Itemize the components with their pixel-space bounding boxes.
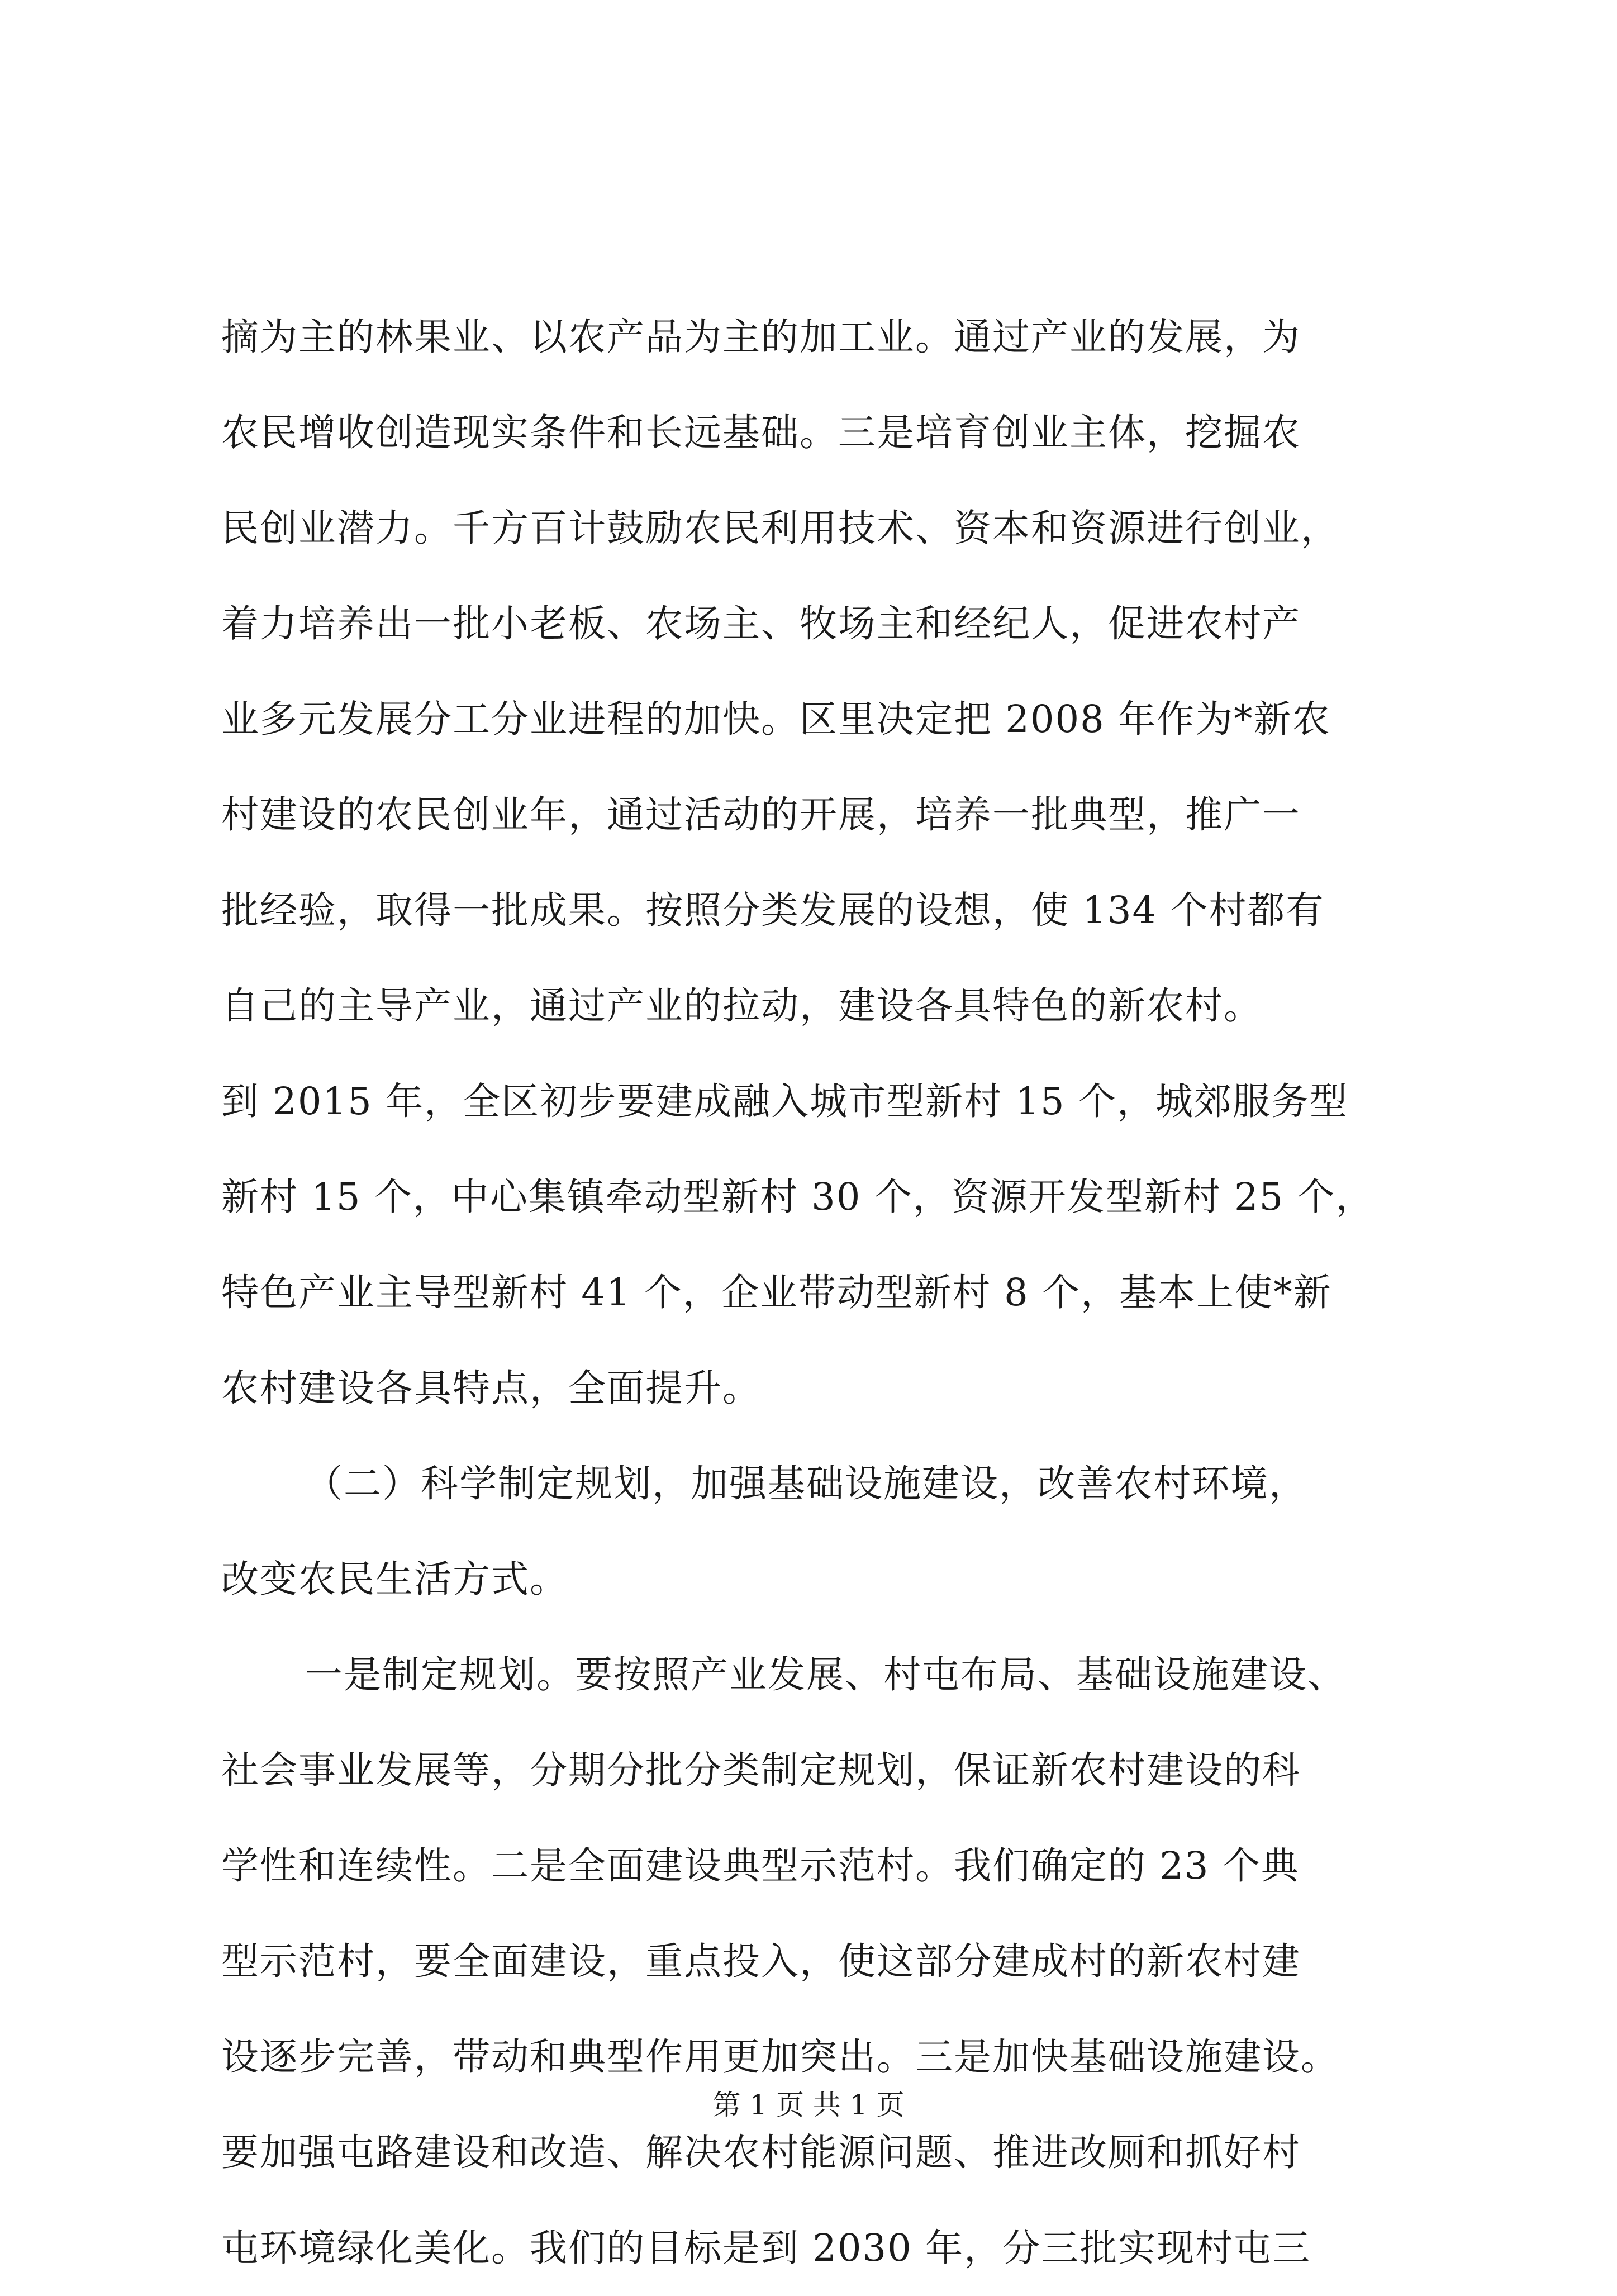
text-line: 农村建设各具特点，全面提升。 — [221, 1366, 761, 1410]
page-footer — [0, 2088, 1617, 2122]
text-line: 屯环境绿化美化。我们的目标是到 2030 年，分三批实现村屯三 — [221, 2226, 1311, 2270]
text-line: 批经验，取得一批成果。按照分类发展的设想，使 134 个村都有 — [221, 888, 1325, 932]
body-text — [221, 289, 1411, 2296]
text-line: 要加强屯路建设和改造、解决农村能源问题、推进改厕和抓好村 — [221, 2131, 1301, 2174]
section-heading: （二）科学制定规划，加强基础设施建设，改善农村环境， — [305, 1462, 1307, 1505]
text-line: 型示范村，要全面建设，重点投入，使这部分建成村的新农村建 — [221, 1940, 1301, 1983]
text-line: 摘为主的林果业、以农产品为主的加工业。通过产业的发展，为 — [221, 315, 1301, 359]
text-line: 到 2015 年，全区初步要建成融入城市型新村 15 个，城郊服务型 — [221, 1080, 1348, 1123]
page-number-label: 第 1 页 共 1 页 — [712, 2089, 905, 2121]
text-line: 着力培养出一批小老板、农场主、牧场主和经纪人，促进农村产 — [221, 602, 1301, 645]
text-line: 民创业潜力。千方百计鼓励农民利用技术、资本和资源进行创业， — [221, 506, 1339, 550]
text-line: 新村 15 个，中心集镇牵动型新村 30 个，资源开发型新村 25 个， — [221, 1175, 1375, 1219]
text-line: 学性和连续性。二是全面建设典型示范村。我们确定的 23 个典 — [221, 1844, 1300, 1888]
text-line: 农民增收创造现实条件和长远基础。三是培育创业主体，挖掘农 — [221, 411, 1301, 454]
text-line: 设逐步完善，带动和典型作用更加突出。三是加快基础设施建设。 — [221, 2035, 1339, 2079]
section-heading-continued: 改变农民生活方式。 — [221, 1557, 568, 1601]
text-line: 业多元发展分工分业进程的加快。区里决定把 2008 年作为*新农 — [221, 697, 1331, 741]
text-line: 村建设的农民创业年，通过活动的开展，培养一批典型，推广一 — [221, 793, 1301, 836]
text-line: 特色产业主导型新村 41 个，企业带动型新村 8 个，基本上使*新 — [221, 1271, 1332, 1314]
text-line: 社会事业发展等，分期分批分类制定规划，保证新农村建设的科 — [221, 1748, 1301, 1792]
paragraph-start: 一是制定规划。要按照产业发展、村屯布局、基础设施建设、 — [305, 1653, 1346, 1696]
text-line: 自己的主导产业，通过产业的拉动，建设各具特色的新农村。 — [221, 984, 1262, 1028]
